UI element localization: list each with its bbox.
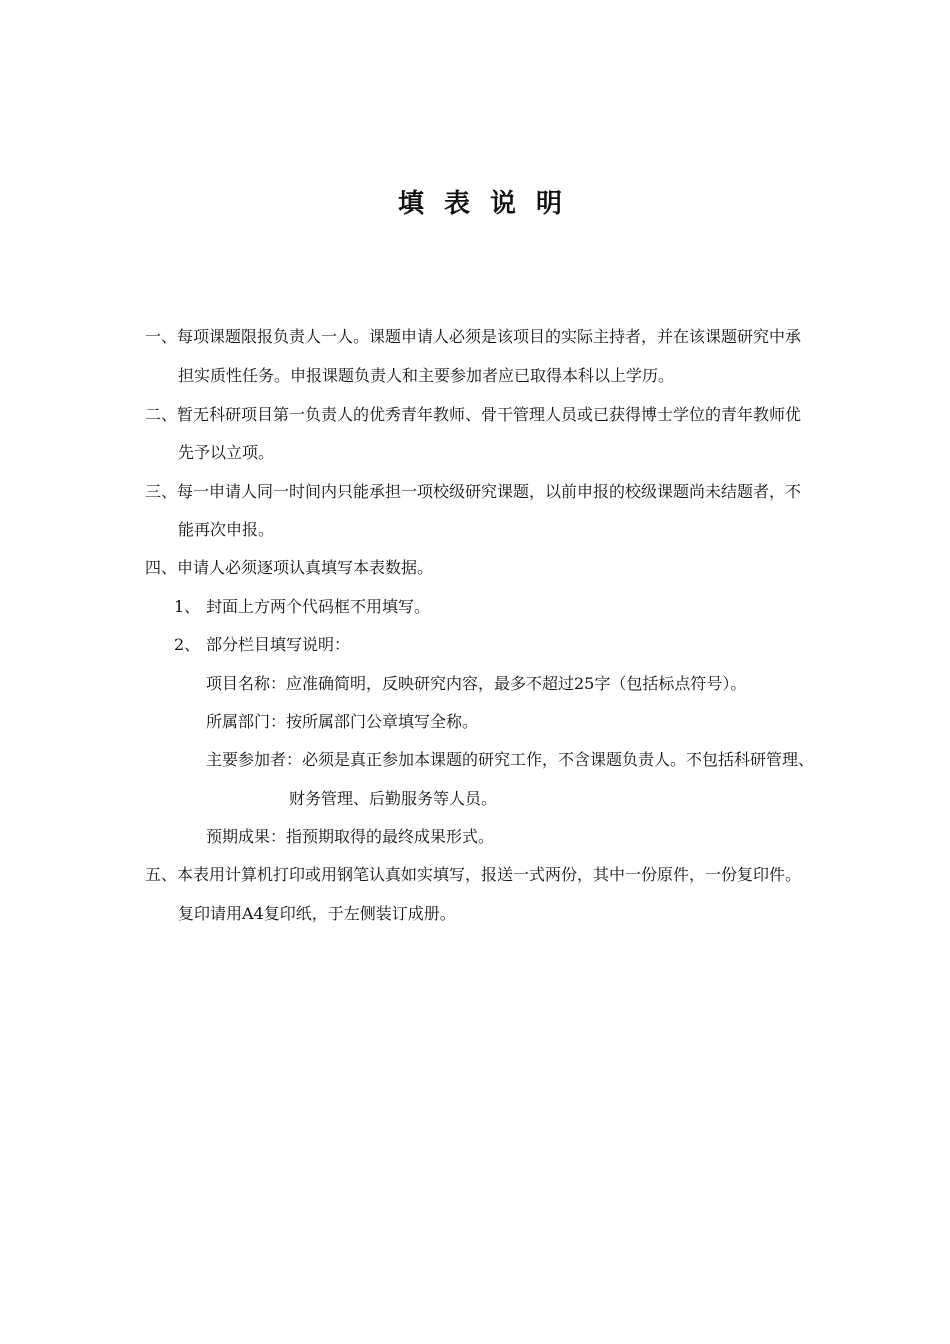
item-five-text-line2: 复印请用A4复印纸，于左侧装订成册。 (178, 904, 456, 923)
item-four-project-name: 项目名称：应准确简明，反映研究内容，最多不超过25字（包括标点符号）。 (206, 674, 747, 693)
item-four-sub2 (174, 634, 350, 656)
item-two-number: 二、 (145, 405, 178, 424)
item-four-participants-line1: 主要参加者：必须是真正参加本课题的研究工作，不含课题负责人。不包括科研管理、 (206, 750, 815, 769)
item-three-number: 三、 (145, 482, 178, 501)
item-five-text-line1: 本表用计算机打印或用钢笔认真如实填写，报送一式两份，其中一份原件，一份复印件。 (177, 865, 802, 884)
page-title: 填表说明 (397, 189, 582, 219)
item-one-text-line1: 每项课题限报负责人一人。课题申请人必须是该项目的实际主持者，并在该课题研究中承 (177, 327, 802, 346)
item-one-text-line2: 担实质性任务。申报课题负责人和主要参加者应已取得本科以上学历。 (178, 366, 675, 385)
item-four-sub2-number: 2、 (174, 635, 201, 654)
item-four-sub1-text: 封面上方两个代码框不用填写。 (206, 597, 431, 616)
item-four-number: 四、 (145, 558, 178, 577)
item-four-participants-line2: 财务管理、后勤服务等人员。 (289, 789, 498, 808)
item-five-number: 五、 (145, 865, 178, 884)
item-four-line1 (145, 557, 433, 579)
item-four-sub2-text: 部分栏目填写说明： (206, 635, 351, 654)
item-four-sub1-number: 1、 (174, 597, 201, 616)
item-three-text-line1: 每一申请人同一时间内只能承担一项校级研究课题，以前申报的校级课题尚未结题者，不 (177, 482, 802, 501)
item-four-text-line1: 申请人必须逐项认真填写本表数据。 (177, 558, 434, 577)
item-three-text-line2: 能再次申报。 (178, 520, 275, 539)
item-two-line1 (145, 404, 801, 426)
item-one-number: 一、 (145, 327, 178, 346)
item-four-sub1 (174, 596, 430, 618)
item-two-text-line1: 暂无科研项目第一负责人的优秀青年教师、骨干管理人员或已获得博士学位的青年教师优 (177, 405, 802, 424)
item-three-line1 (145, 481, 801, 503)
item-two-text-line2: 先予以立项。 (178, 443, 275, 462)
item-four-expected-results: 预期成果：指预期取得的最终成果形式。 (206, 827, 495, 846)
item-one-line1 (145, 326, 801, 348)
item-five-line1 (145, 864, 801, 886)
item-four-department: 所属部门：按所属部门公章填写全称。 (206, 712, 479, 731)
